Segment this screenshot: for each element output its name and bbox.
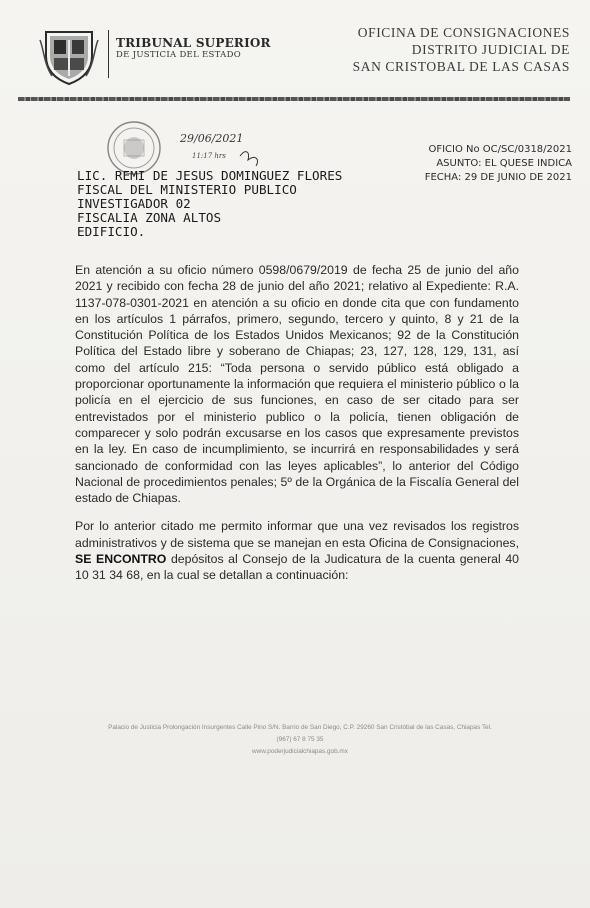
header-divider [108, 30, 109, 78]
oficio-date: FECHA: 29 DE JUNIO DE 2021 [424, 172, 572, 183]
office-line: SAN CRISTOBAL DE LAS CASAS [352, 59, 570, 74]
paragraph-1: En atención a su oficio número 0598/0679/2019 de fecha 25 de junio del año 2021 y recibido con fecha 28 de junio del año 2021; relativo al Expediente: R.A. 1137-078-0301-2021 en atención a su oficio en donde cita que con fundamento en los artículos 1 párrafos, primero, segundo, tercero y quinto, 8 y 21 de la Constitución Política de los Estados Unidos Mexicanos; 92 de la Constitución Política del Estado libre y soberano de Chiapas; 23, 127, 128, 129, 131, así como del artículo 215: “Toda persona o servido público está obligado a proporcionar oportunamente la información que requiera el ministerio público o la policía en el ejercicio de sus funciones, en caso de ser citado para ser entrevistados por el ministerio publico o la policía, tienen obligación de comparecer y solo podrán excusarse en los casos que expresamente previstos en la ley. En caso de incumplimiento, se incurrirá en responsabilidades y será sancionado de conformidad con las leyes aplicables”, lo anterior del Código Nacional de procedimientos penales; 5º de la Orgánica de la Fiscalía General del estado de Chiapas. [75, 263, 519, 506]
footer-phone: (967) 67 8 75 35 [276, 736, 324, 743]
footer [40, 722, 560, 758]
office-line: OFICINA DE CONSIGNACIONES [357, 25, 570, 40]
received-annotation [176, 126, 266, 170]
institution-title: TRIBUNAL SUPERIOR [116, 36, 271, 50]
signature-icon [176, 126, 266, 170]
recipient-role: INVESTIGADOR 02 [77, 196, 191, 211]
received-time: 11:17 hrs [192, 152, 226, 160]
received-date: 29/06/2021 [180, 132, 244, 145]
recipient-office: FISCALIA ZONA ALTOS [77, 210, 222, 225]
office-line: DISTRITO JUDICIAL DE [411, 42, 570, 57]
finding-emphasis: SE ENCONTRO [75, 552, 167, 567]
recipient-location: EDIFICIO. [77, 224, 146, 239]
header-rule [18, 97, 570, 101]
letter-body [75, 262, 519, 596]
oficio-number: OFICIO No OC/SC/0318/2021 [428, 144, 572, 155]
office-heading [353, 24, 570, 75]
oficio-subject: ASUNTO: EL QUESE INDICA [436, 158, 572, 169]
recipient-block [77, 169, 342, 239]
paragraph-2 [75, 518, 519, 583]
oficio-block [425, 143, 572, 185]
paragraph-2-text: Por lo anterior citado me permito informar que una vez revisados los registros administrativos y de sistema que se manejan en esta Oficina de Consignaciones, [75, 519, 519, 550]
footer-address: Palacio de Justicia Prolongación Insurgentes Calle Pino S/N. Barrio de San Diego, C.P. 29260 San Cristóbal de las Casas, Chiapas Tel. [108, 724, 492, 731]
paragraph-2-text-end: depósitos al Consejo de la Judicatura de la cuenta general 40 10 31 34 68, en la cual se detallan a continuación: [75, 552, 519, 583]
footer-website: www.poderjudicialchiapas.gob.mx [252, 748, 348, 755]
recipient-title: FISCAL DEL MINISTERIO PUBLICO [77, 182, 297, 197]
coat-of-arms-icon [38, 26, 100, 86]
recipient-name: LIC. REMI DE JESUS DOMINGUEZ FLORES [77, 168, 343, 183]
institution-subtitle: DE JUSTICIA DEL ESTADO [116, 50, 241, 60]
